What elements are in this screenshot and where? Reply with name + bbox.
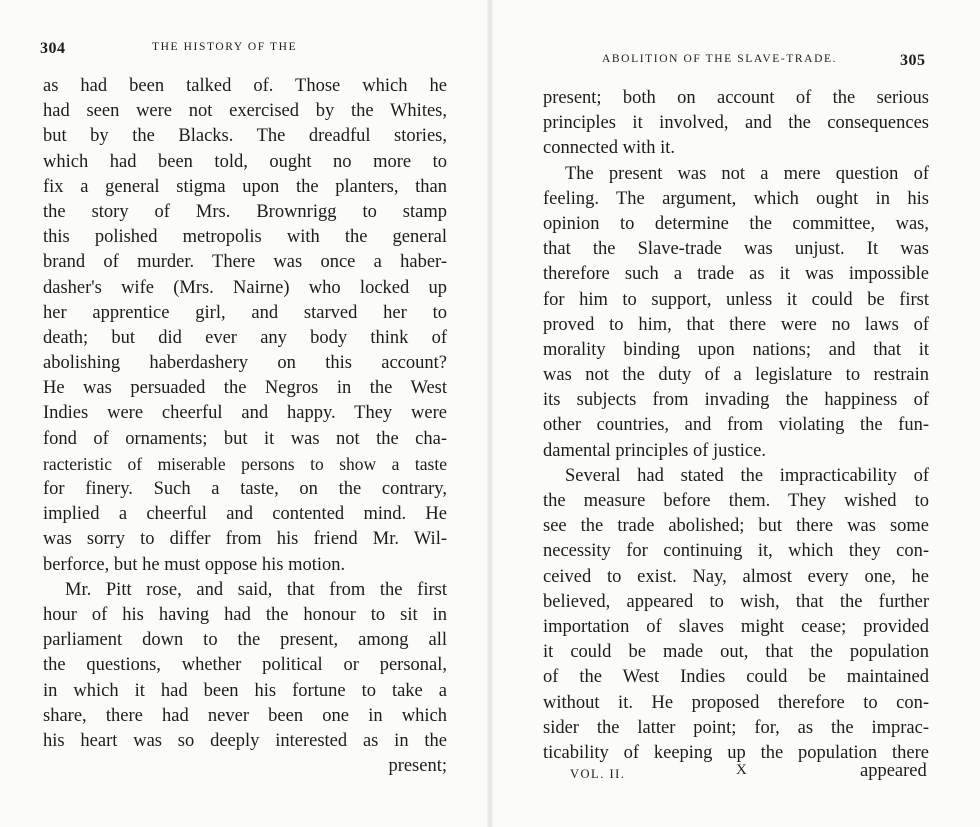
text-line: therefore such a trade as it was impossible xyxy=(543,264,929,285)
paragraph-start-line: The present was not a mere question of xyxy=(565,163,929,184)
text-line: proved to him, that there were no laws of xyxy=(543,314,929,335)
text-line: hour of his having had the honour to sit in xyxy=(43,604,447,625)
text-line: necessity for continuing it, which they con- xyxy=(543,541,929,562)
text-line: importation of slaves might cease; provided xyxy=(543,616,929,637)
text-line: her apprentice girl, and starved her to xyxy=(43,302,447,323)
text-line: He was persuaded the Negros in the West xyxy=(43,378,447,399)
text-line: had seen were not exercised by the Whites, xyxy=(43,101,447,122)
catchword: appeared xyxy=(860,761,927,781)
body-text xyxy=(43,74,447,779)
paragraph-end-line: damental principles of justice. xyxy=(543,440,766,461)
text-line: its subjects from invading the happiness of xyxy=(543,390,929,411)
text-line: dasher's wife (Mrs. Nairne) who locked up xyxy=(43,277,447,298)
running-head: ABOLITION OF THE SLAVE-TRADE. xyxy=(602,53,838,65)
text-line: his heart was so deeply interested as in the xyxy=(43,730,447,751)
text-line: principles it involved, and the consequences xyxy=(543,113,929,134)
signature-volume: VOL. II. xyxy=(570,767,626,781)
paragraph-end-line: connected with it. xyxy=(543,138,676,159)
text-line: but by the Blacks. The dreadful stories, xyxy=(43,126,447,147)
text-line: implied a cheerful and contented mind. He xyxy=(43,504,447,525)
body-text xyxy=(543,86,929,766)
text-line: parliament down to the present, among all xyxy=(43,630,447,651)
text-line: which had been told, ought no more to xyxy=(43,151,447,172)
paragraph-end-line: berforce, but he must oppose his motion. xyxy=(43,554,346,575)
text-line: the questions, whether political or personal, xyxy=(43,655,447,676)
text-line: it could be made out, that the population xyxy=(543,642,929,663)
text-line: believed, appeared to wish, that the further xyxy=(543,591,929,612)
paragraph-start-line: Several had stated the impracticability of xyxy=(565,465,929,486)
text-line: was not the duty of a legislature to restrain xyxy=(543,365,929,386)
text-line: ceived to exist. Nay, almost every one, he xyxy=(543,566,929,587)
text-line: sider the latter point; for, as the imprac- xyxy=(543,717,929,738)
paragraph-start-line: Mr. Pitt rose, and said, that from the first xyxy=(65,579,447,600)
text-line: in which it had been his fortune to take a xyxy=(43,680,447,701)
text-line: feeling. The argument, which ought in his xyxy=(543,188,929,209)
text-line: opinion to determine the committee, was, xyxy=(543,213,929,234)
text-line: fond of ornaments; but it was not the cha- xyxy=(43,428,447,449)
text-line: fix a general stigma upon the planters, than xyxy=(43,176,447,197)
text-line: death; but did ever any body think of xyxy=(43,327,447,348)
running-head: THE HISTORY OF THE xyxy=(152,41,298,53)
text-line: see the trade abolished; but there was some xyxy=(543,516,929,537)
text-line: the story of Mrs. Brownrigg to stamp xyxy=(43,201,447,222)
text-line: that the Slave-trade was unjust. It was xyxy=(543,239,929,260)
right-page xyxy=(490,0,980,827)
text-line: for finery. Such a taste, on the contrary, xyxy=(43,479,447,499)
text-line: share, there had never been one in which xyxy=(43,705,447,726)
text-line: of the West Indies could be maintained xyxy=(543,667,929,688)
text-line: the measure before them. They wished to xyxy=(543,491,929,511)
text-line: without it. He proposed therefore to con- xyxy=(543,692,929,713)
signature-mark: X xyxy=(736,762,747,778)
text-line: brand of murder. There was once a haber- xyxy=(43,252,447,273)
text-line: for him to support, unless it could be first xyxy=(543,289,929,310)
text-line: morality binding upon nations; and that it xyxy=(543,339,929,360)
text-line: this polished metropolis with the general xyxy=(43,227,447,248)
page-number: 305 xyxy=(900,52,926,69)
catchword: present; xyxy=(388,756,447,777)
page-number: 304 xyxy=(40,40,66,57)
text-line: was sorry to differ from his friend Mr. Wil- xyxy=(43,529,447,550)
text-line: other countries, and from violating the fun- xyxy=(543,415,929,436)
text-line: racteristic of miserable persons to show a taste xyxy=(43,453,447,474)
text-line: as had been talked of. Those which he xyxy=(43,76,447,96)
text-line: present; both on account of the serious xyxy=(543,88,929,108)
text-line: abolishing haberdashery on this account? xyxy=(43,353,447,374)
text-line: Indies were cheerful and happy. They were xyxy=(43,403,447,424)
text-line: ticability of keeping up the population there xyxy=(543,742,929,763)
